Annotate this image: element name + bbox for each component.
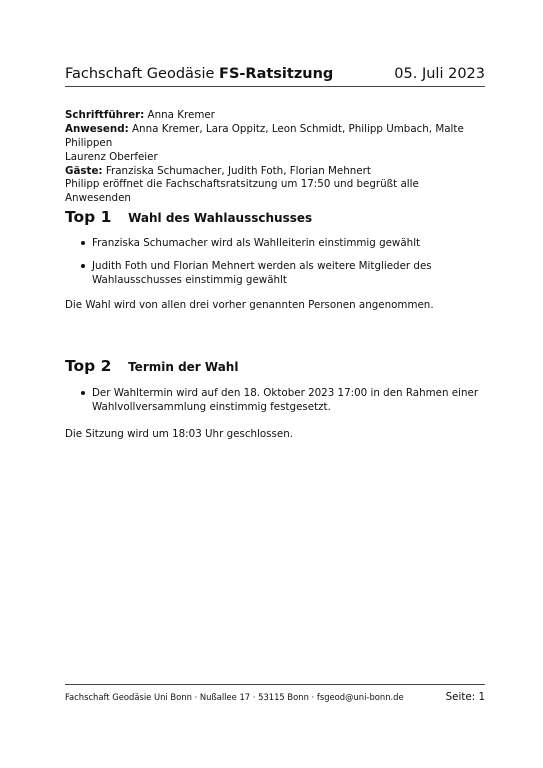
- top2-note: Die Sitzung wird um 18:03 Uhr geschlossen.: [65, 428, 294, 440]
- top1-number: Top 1: [65, 208, 112, 226]
- top2-title: Termin der Wahl: [128, 360, 239, 374]
- list-item: Der Wahltermin wird auf den 18. Oktober 2023 17:00 in den Rahmen einer Wahlvollversammlung einstimmig festgesetzt.: [65, 386, 487, 414]
- top1-heading: [65, 207, 487, 226]
- top1-title: Wahl des Wahlausschusses: [128, 211, 313, 225]
- gaeste-label: Gäste:: [65, 165, 103, 177]
- top2-list: [65, 386, 487, 414]
- anwesend-label: Anwesend:: [65, 123, 129, 135]
- top1-list-wrap: [65, 236, 487, 296]
- top1-list: [65, 236, 487, 287]
- schriftfuehrer-line: [65, 108, 487, 122]
- gaeste-line: [65, 164, 487, 178]
- page-footer: [65, 684, 485, 707]
- footer-address: Fachschaft Geodäsie Uni Bonn · Nußallee 17 · 53115 Bonn · fsgeod@uni-bonn.de: [65, 692, 404, 702]
- opening-paragraph: Philipp eröffnet die Fachschaftsratsitzung um 17:50 und begrüßt alle Anwesenden: [65, 178, 419, 204]
- header-date: 05. Juli 2023: [394, 66, 485, 82]
- header-org: Fachschaft Geodäsie: [65, 66, 215, 82]
- anwesend-line: [65, 122, 487, 150]
- page-number: Seite: 1: [445, 691, 485, 703]
- schriftfuehrer-label: Schriftführer:: [65, 109, 145, 121]
- schriftfuehrer-value: Anna Kremer: [147, 109, 215, 121]
- anwesend-continuation: Laurenz Oberfeier: [65, 151, 158, 163]
- anwesend-value: Anna Kremer, Lara Oppitz, Leon Schmidt, Philipp Umbach, Malte Philippen: [65, 123, 464, 149]
- top1-note: Die Wahl wird von allen drei vorher genannten Personen angenommen.: [65, 299, 434, 311]
- list-item: Judith Foth und Florian Mehnert werden als weitere Mitglieder des Wahlausschusses einstimmig gewählt: [65, 259, 487, 287]
- gaeste-value: Franziska Schumacher, Judith Foth, Florian Mehnert: [105, 165, 371, 177]
- top2-list-wrap: [65, 386, 487, 423]
- top2-number: Top 2: [65, 357, 112, 375]
- attendance-block: [65, 108, 487, 178]
- header-title: FS-Ratsitzung: [219, 66, 334, 82]
- page-header: [65, 64, 485, 87]
- top2-heading: [65, 356, 487, 375]
- list-item: Franziska Schumacher wird als Wahlleiterin einstimmig gewählt: [65, 236, 487, 250]
